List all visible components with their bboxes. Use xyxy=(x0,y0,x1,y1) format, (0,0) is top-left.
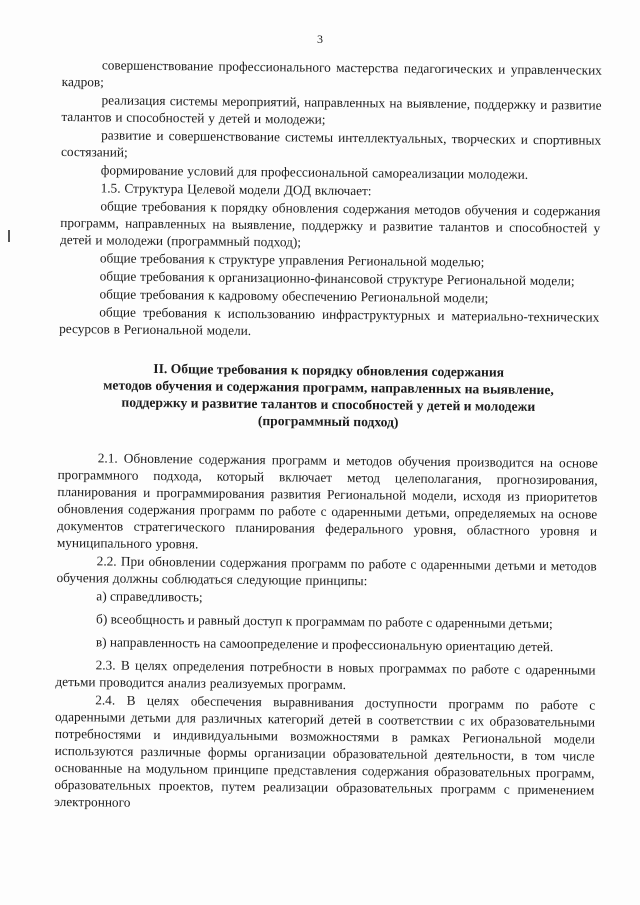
section-heading xyxy=(58,359,599,433)
intro-item-3: развитие и совершенствование системы интеллектуальных, творческих и спортивных состязаний; xyxy=(60,127,602,160)
document-body xyxy=(54,56,602,817)
section-heading-line-2: методов обучения и содержания программ, направленных на выявление, xyxy=(103,377,554,398)
principle-a: а) справедливость; xyxy=(96,588,203,605)
structure-item-2: общие требования к структуре управления Региональной моделью; xyxy=(99,250,485,270)
paragraph-2-2: 2.2. При обновлении содержания программ по работе с одаренными детьми и методов обучения должны соблюдаться следующие принципы: xyxy=(56,553,597,589)
principle-b: б) всеобщность и равный доступ к программам по работе с одаренными детьми; xyxy=(96,611,553,632)
paragraph-2-4: 2.4. В целях обеспечения выравнивания доступности программ по работе с одаренными детьми для различных категорий детей в соответствии с их образовательными потребностями и индивидуальными возможностями в рамках Региональной модели используются различные формы организации образовательной деятельности, в том числе основанные на модульном принципе представления содержания образовательных программ, образовательных проектов, путем реализации образовательных программ с применением электронного xyxy=(54,692,596,810)
section-heading-line-4: (программный подход) xyxy=(257,413,399,430)
section-heading-line-3: поддержку и развитие талантов и способностей у детей и молодежи xyxy=(121,394,536,414)
intro-item-2: реализация системы мероприятий, направленных на выявление, поддержку и развитие талантов и способностей у детей и молодежи; xyxy=(61,92,602,127)
page-number: 3 xyxy=(317,32,323,46)
paragraph-2-3: 2.3. В целях определения потребности в новых программах по работе с одаренными детьми проводится анализ реализуемых программ. xyxy=(55,657,596,693)
structure-title: 1.5. Структура Целевой модели ДОД включает: xyxy=(100,180,372,199)
intro-item-4: формирование условий для профессиональной самореализации молодежи. xyxy=(100,162,529,182)
structure-item-1: общие требования к порядку обновления содержания методов обучения и содержания программ, направленных на выявление, поддержку и развитие талантов и способностей у детей и молодежи (программный подход); xyxy=(59,198,601,250)
margin-mark xyxy=(8,230,10,242)
principle-c: в) направленность на самоопределение и профессиональную ориентацию детей. xyxy=(95,634,554,655)
structure-item-5: общие требования к использованию инфраструктурных и материально-технических ресурсов в Региональной модели. xyxy=(59,304,600,338)
intro-item-1: совершенствование профессионального мастерства педагогических и управленческих кадров; xyxy=(61,57,602,90)
structure-item-3: общие требования к организационно-финансовой структуре Региональной модели; xyxy=(99,268,575,289)
structure-item-4: общие требования к кадровому обеспечению Региональной модели; xyxy=(99,286,489,306)
section-heading-line-1: II. Общие требования к порядку обновления содержания xyxy=(153,360,505,380)
paragraph-2-1: 2.1. Обновление содержания программ и методов обучения производится на основе программного подхода, который включает метод целеполагания, прогнозирования, планирования и программирования развития Региональной модели, исходя из приоритетов обновления содержания программ по работе с одаренными детьми, определяемых на основе документов стратегического планирования федерального уровня, областного уровня и муниципального уровня. xyxy=(56,450,598,552)
